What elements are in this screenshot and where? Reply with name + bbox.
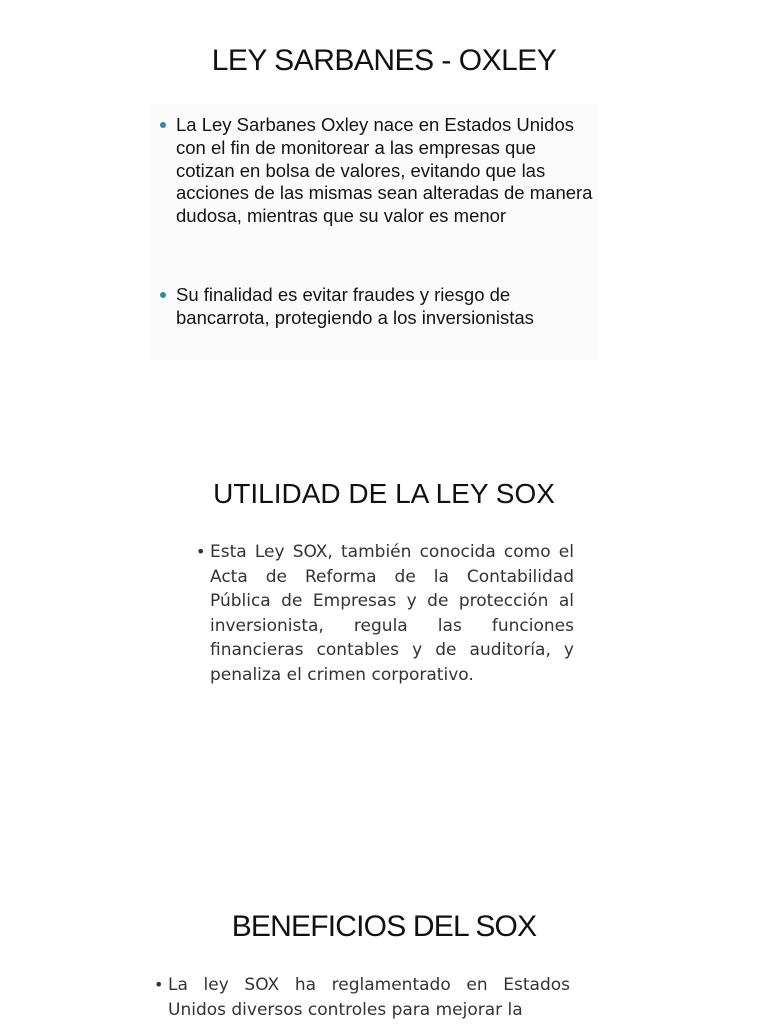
slide-title-utilidad-ley-sox: UTILIDAD DE LA LEY SOX <box>213 478 555 509</box>
slide-title-beneficios-sox: BENEFICIOS DEL SOX <box>231 910 537 943</box>
slide-title-ley-sarbanes-oxley: LEY SARBANES - OXLEY <box>211 44 557 77</box>
bullet-icon: • <box>196 542 206 561</box>
bullet-icon: • <box>154 975 164 994</box>
image-bullet-item <box>160 114 620 228</box>
image-bullet-text: Su finalidad es evitar fraudes y riesgo de bancarrota, protegiendo a los inversionistas <box>176 284 534 328</box>
bullet-item-utilidad <box>196 540 574 687</box>
bullet-text: Esta Ley SOX, también conocida como el Acta de Reforma de la Contabilidad Pública de Empresas y de protección al inversionista, regula las funciones financieras contables y de auditoría, y penaliza el crimen corporativo. <box>210 542 574 685</box>
bullet-dot-icon <box>160 122 166 128</box>
bullet-item-beneficios <box>154 973 570 1022</box>
bullet-dot-icon <box>160 292 166 298</box>
image-bullet-item <box>160 284 620 330</box>
image-bullet-text: La Ley Sarbanes Oxley nace en Estados Unidos con el fin de monitorear a las empresas que cotizan en bolsa de valores, evitando que las acciones de las mismas sean alteradas de manera dudosa, mientras que su valor es menor <box>176 114 593 227</box>
bullet-text: La ley SOX ha reglamentado en Estados Unidos diversos controles para mejorar la <box>168 975 570 1020</box>
slide-image-bullets <box>150 104 598 360</box>
